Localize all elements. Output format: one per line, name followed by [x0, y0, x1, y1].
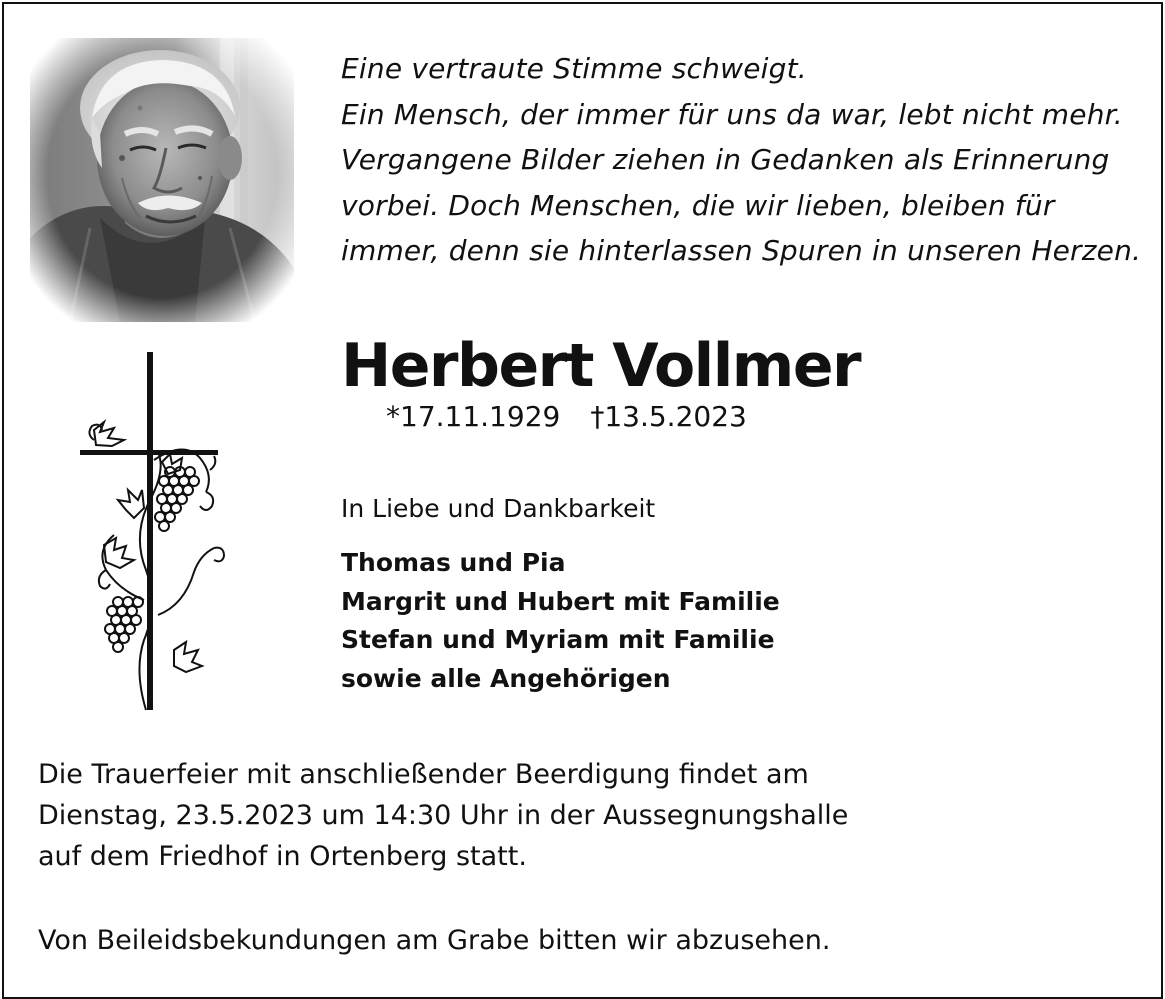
- mourner-name: Margrit und Hubert mit Familie: [341, 586, 780, 616]
- service-info: [38, 754, 848, 877]
- poem-line: vorbei. Doch Menschen, die wir lieben, bleiben für: [341, 188, 1055, 222]
- poem-verse: [341, 46, 1141, 274]
- mourner-name: Thomas und Pia: [341, 548, 566, 577]
- grape-cluster: [155, 467, 199, 531]
- service-line: Die Trauerfeier mit anschließender Beerdigung findet am: [38, 759, 809, 790]
- birth-date: *17.11.1929: [386, 400, 561, 433]
- condolence-note: Von Beileidsbekundungen am Grabe bitten wir abzusehen.: [38, 925, 831, 956]
- portrait-photo: [30, 38, 294, 322]
- deceased-name: Herbert Vollmer: [341, 331, 861, 401]
- mourner-name: sowie alle Angehörigen: [341, 663, 671, 693]
- mourner-name: Stefan und Myriam mit Familie: [341, 625, 775, 654]
- mourners-intro: In Liebe und Dankbarkeit: [341, 494, 656, 523]
- mourners-list: [341, 544, 780, 698]
- cross-with-grapevine-icon: [74, 350, 234, 712]
- poem-line: Ein Mensch, der immer für uns da war, lebt nicht mehr.: [341, 97, 1123, 131]
- life-dates: [386, 398, 747, 436]
- grape-cluster: [105, 597, 143, 652]
- poem-line: immer, denn sie hinterlassen Spuren in unseren Herzen.: [341, 234, 1142, 267]
- poem-line: Eine vertraute Stimme schweigt.: [341, 52, 807, 85]
- poem-line: Vergangene Bilder ziehen in Gedanken als Erinnerung: [341, 143, 1110, 176]
- death-date: †13.5.2023: [590, 400, 747, 433]
- service-line: auf dem Friedhof in Ortenberg statt.: [38, 841, 527, 872]
- service-line: Dienstag, 23.5.2023 um 14:30 Uhr in der Aussegnungshalle: [38, 800, 849, 831]
